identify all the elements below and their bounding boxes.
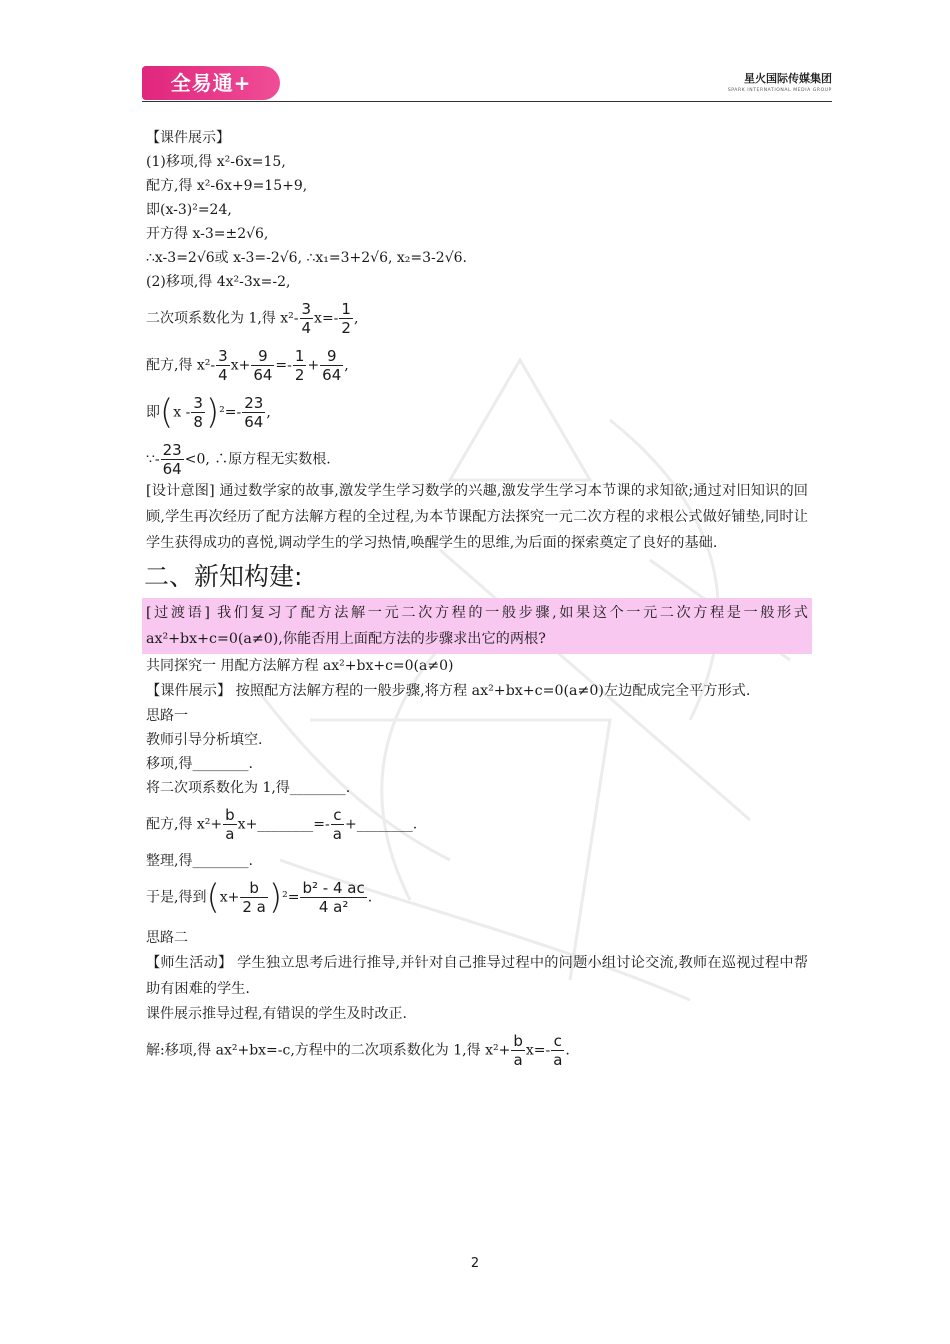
fraction <box>251 347 274 384</box>
denominator: 4 a² <box>318 898 349 916</box>
explore-title: 共同探究一 用配方法解方程 ax²+bx+c=0(a≠0) <box>146 658 454 674</box>
numerator: b <box>513 1032 523 1050</box>
text: =- <box>275 357 292 374</box>
fraction <box>551 1032 564 1069</box>
text: 配方,得 x²+ <box>146 816 223 833</box>
step-line-6: (2)移项,得 4x²-3x=-2, <box>146 274 291 290</box>
text: x+ <box>230 357 251 374</box>
numerator: c <box>331 806 344 825</box>
teacher-guide: 教师引导分析填空. <box>146 732 263 748</box>
fraction <box>300 879 366 916</box>
denominator: a <box>225 825 235 843</box>
denominator: 2 <box>341 319 351 337</box>
step-line-10 <box>146 441 808 478</box>
text: 配方,得 x²- <box>146 357 216 374</box>
main-content <box>146 126 808 1069</box>
header-divider <box>142 101 832 102</box>
denominator: a <box>332 825 342 843</box>
denominator: 4 <box>218 366 228 384</box>
approach-1: 思路一 <box>146 708 188 724</box>
fill-line-4: 整理,得________. <box>146 853 253 869</box>
text: 解:移项,得 ax²+bx=-c,方程中的二次项系数化为 1,得 x²+ <box>146 1042 511 1059</box>
step-line-3: 即(x-3)²=24, <box>146 202 232 218</box>
step-line-1: (1)移项,得 x²-6x=15, <box>146 154 286 170</box>
numerator: 1 <box>341 300 351 318</box>
numerator: 3 <box>301 300 312 318</box>
numerator: 23 <box>244 394 264 412</box>
courseware-title: 【课件展示】 <box>146 130 230 146</box>
numerator: b <box>240 879 268 898</box>
approach-2: 思路二 <box>146 930 188 946</box>
teacher-student-activity: 【师生活动】 学生独立思考后进行推导,并针对自己推导过程中的问题小组讨论交流,教师在巡视过程中帮助有困难的学生. <box>146 955 808 997</box>
fraction <box>161 441 184 478</box>
fraction <box>242 394 265 431</box>
text: 于是,得到 <box>146 889 207 906</box>
fraction <box>320 347 343 384</box>
text: ∵- <box>146 451 160 468</box>
fraction <box>293 347 307 384</box>
section-title: 二、新知构建: <box>144 562 303 591</box>
numerator: 3 <box>218 347 228 365</box>
fraction <box>216 347 230 384</box>
left-paren: ( <box>160 392 174 433</box>
fill-line-5 <box>146 879 808 916</box>
text: x - <box>173 404 191 421</box>
text: ²= <box>282 889 300 906</box>
logo: 全易通+ <box>142 66 280 100</box>
step-line-4: 开方得 x-3=±2√6, <box>146 226 269 242</box>
fraction <box>223 806 237 843</box>
fill-line-2: 将二次项系数化为 1,得________. <box>146 780 351 796</box>
fraction <box>339 300 353 337</box>
right-paren: ) <box>268 877 283 918</box>
fill-line-1: 移项,得________. <box>146 756 253 772</box>
denominator: 2 a <box>242 898 266 916</box>
page-header <box>142 66 832 102</box>
denominator: 64 <box>244 413 264 431</box>
brand-name-cn: 星火国际传媒集团 <box>744 72 832 85</box>
left-paren: ( <box>206 877 220 918</box>
courseware-2: 【课件展示】 按照配方法解方程的一般步骤,将方程 ax²+bx+c=0(a≠0)左边配成完全平方形式. <box>146 683 751 699</box>
numerator: b² - 4 ac <box>302 879 365 897</box>
text: x=- <box>314 310 339 327</box>
fraction <box>331 806 344 843</box>
numerator: 9 <box>251 347 274 366</box>
numerator: 1 <box>294 347 305 365</box>
step-line-5: ∴x-3=2√6或 x-3=-2√6, ∴x₁=3+2√6, x₂=3-2√6. <box>146 250 467 266</box>
text: + <box>307 357 320 374</box>
denominator: a <box>513 1051 523 1069</box>
brand-name-en: SPARK INTERNATIONAL MEDIA GROUP <box>727 88 832 93</box>
denominator: 64 <box>322 366 342 384</box>
text: <0, ∴原方程无实数根. <box>184 451 331 468</box>
fraction <box>511 1032 525 1069</box>
text: , <box>266 404 271 421</box>
fill-line-3 <box>146 806 808 843</box>
fraction <box>240 879 268 916</box>
text: +________. <box>344 816 418 833</box>
numerator: 3 <box>193 394 203 412</box>
numerator: b <box>225 806 235 824</box>
text: , <box>344 357 349 374</box>
text: x+ <box>219 889 240 906</box>
denominator: 4 <box>301 319 312 337</box>
text: 即 <box>146 404 160 421</box>
denominator: 2 <box>294 366 305 384</box>
solution-line <box>146 1032 808 1069</box>
text: . <box>367 889 373 906</box>
brand <box>728 70 832 93</box>
step-line-9 <box>146 394 808 431</box>
fraction <box>300 300 314 337</box>
numerator: 23 <box>162 441 182 459</box>
denominator: 64 <box>253 366 273 384</box>
step-line-8 <box>146 347 808 384</box>
denominator: a <box>553 1051 563 1069</box>
numerator: 9 <box>320 347 343 366</box>
right-paren: ) <box>205 392 220 433</box>
text: , <box>353 310 359 327</box>
fraction <box>191 394 205 431</box>
numerator: c <box>551 1032 564 1051</box>
text: x+________=- <box>237 816 330 833</box>
page-number: 2 <box>470 1256 480 1271</box>
denominator: 8 <box>193 413 203 431</box>
transition-highlight: [过渡语] 我们复习了配方法解一元二次方程的一般步骤,如果这个一元二次方程是一般形式 ax²+bx+c=0(a≠0),你能否用上面配方法的步骤求出它的两根? <box>142 598 812 654</box>
courseware-show: 课件展示推导过程,有错误的学生及时改正. <box>146 1006 407 1022</box>
denominator: 64 <box>162 460 182 478</box>
text: ²=- <box>219 404 242 421</box>
text: . <box>565 1042 570 1059</box>
text: x=- <box>525 1042 551 1059</box>
design-intent: [设计意图] 通过数学家的故事,激发学生学习数学的兴趣,激发学生学习本节课的求知欲;通过对旧知识的回顾,学生再次经历了配方法解方程的全过程,为本节课配方法探究一元二次方程的求根公式做好铺垫,同时让学生获得成功的喜悦,调动学生的学习热情,唤醒学生的思维,为后面的探索奠定了良好的基础. <box>146 483 808 551</box>
step-line-2: 配方,得 x²-6x+9=15+9, <box>146 178 308 194</box>
step-line-7 <box>146 300 808 337</box>
text: 二次项系数化为 1,得 x²- <box>146 310 299 327</box>
